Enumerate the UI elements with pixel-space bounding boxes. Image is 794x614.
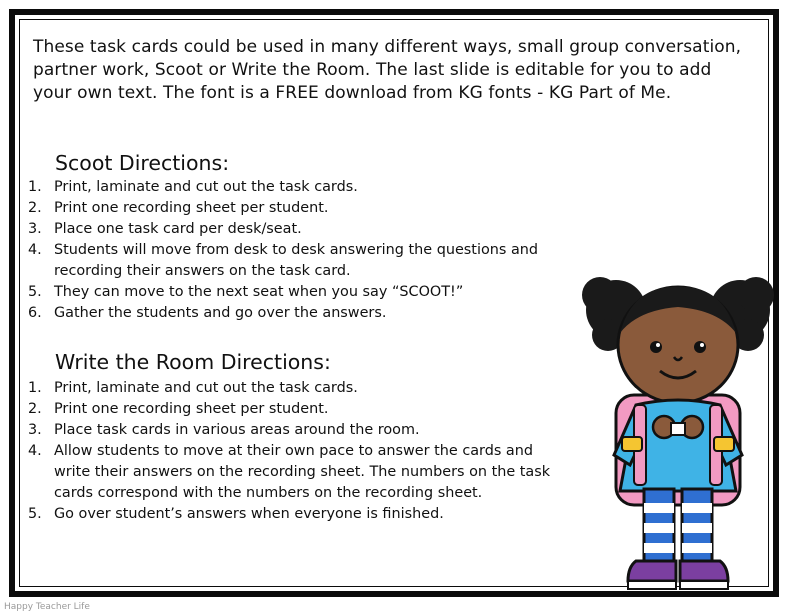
list-item: 3. Place one task card per desk/seat. <box>28 221 302 237</box>
list-item: 5. They can move to the next seat when you say “SCOOT!” <box>28 284 464 300</box>
list-item: 2. Print one recording sheet per student. <box>28 200 329 216</box>
list-item: 4. Allow students to move at their own pace to answer the cards and write their answers on the recording sheet. The numbers on the task cards correspond with the numbers on the recording sheet. <box>28 443 551 501</box>
intro-paragraph <box>33 36 763 105</box>
scoot-list <box>28 177 538 324</box>
girl-illustration <box>578 255 778 607</box>
write-room-list <box>28 378 550 525</box>
list-item: 1. Print, laminate and cut out the task cards. <box>28 380 358 396</box>
list-item: 1. Print, laminate and cut out the task cards. <box>28 179 358 195</box>
list-item: 6. Gather the students and go over the answers. <box>28 305 387 321</box>
intro-line: your own text. The font is a FREE download from KG fonts - KG Part of Me. <box>33 83 672 103</box>
eye-right <box>694 341 706 353</box>
list-item: 4. Students will move from desk to desk answering the questions and recording their answers on the task card. <box>28 242 539 279</box>
list-item: 3. Place task cards in various areas around the room. <box>28 422 420 438</box>
list-item: 5. Go over student’s answers when everyone is finished. <box>28 506 444 522</box>
intro-line: These task cards could be used in many different ways, small group conversation, <box>33 37 742 57</box>
shoe-left <box>628 561 676 581</box>
scoot-title: Scoot Directions: <box>55 151 230 175</box>
intro-line: partner work, Scoot or Write the Room. The last slide is editable for you to add <box>33 60 712 80</box>
write-room-title: Write the Room Directions: <box>55 350 331 374</box>
footer-credit: Happy Teacher Life <box>4 602 90 612</box>
list-item: 2. Print one recording sheet per student. <box>28 401 329 417</box>
eye-left <box>650 341 662 353</box>
shoe-right <box>680 561 728 581</box>
